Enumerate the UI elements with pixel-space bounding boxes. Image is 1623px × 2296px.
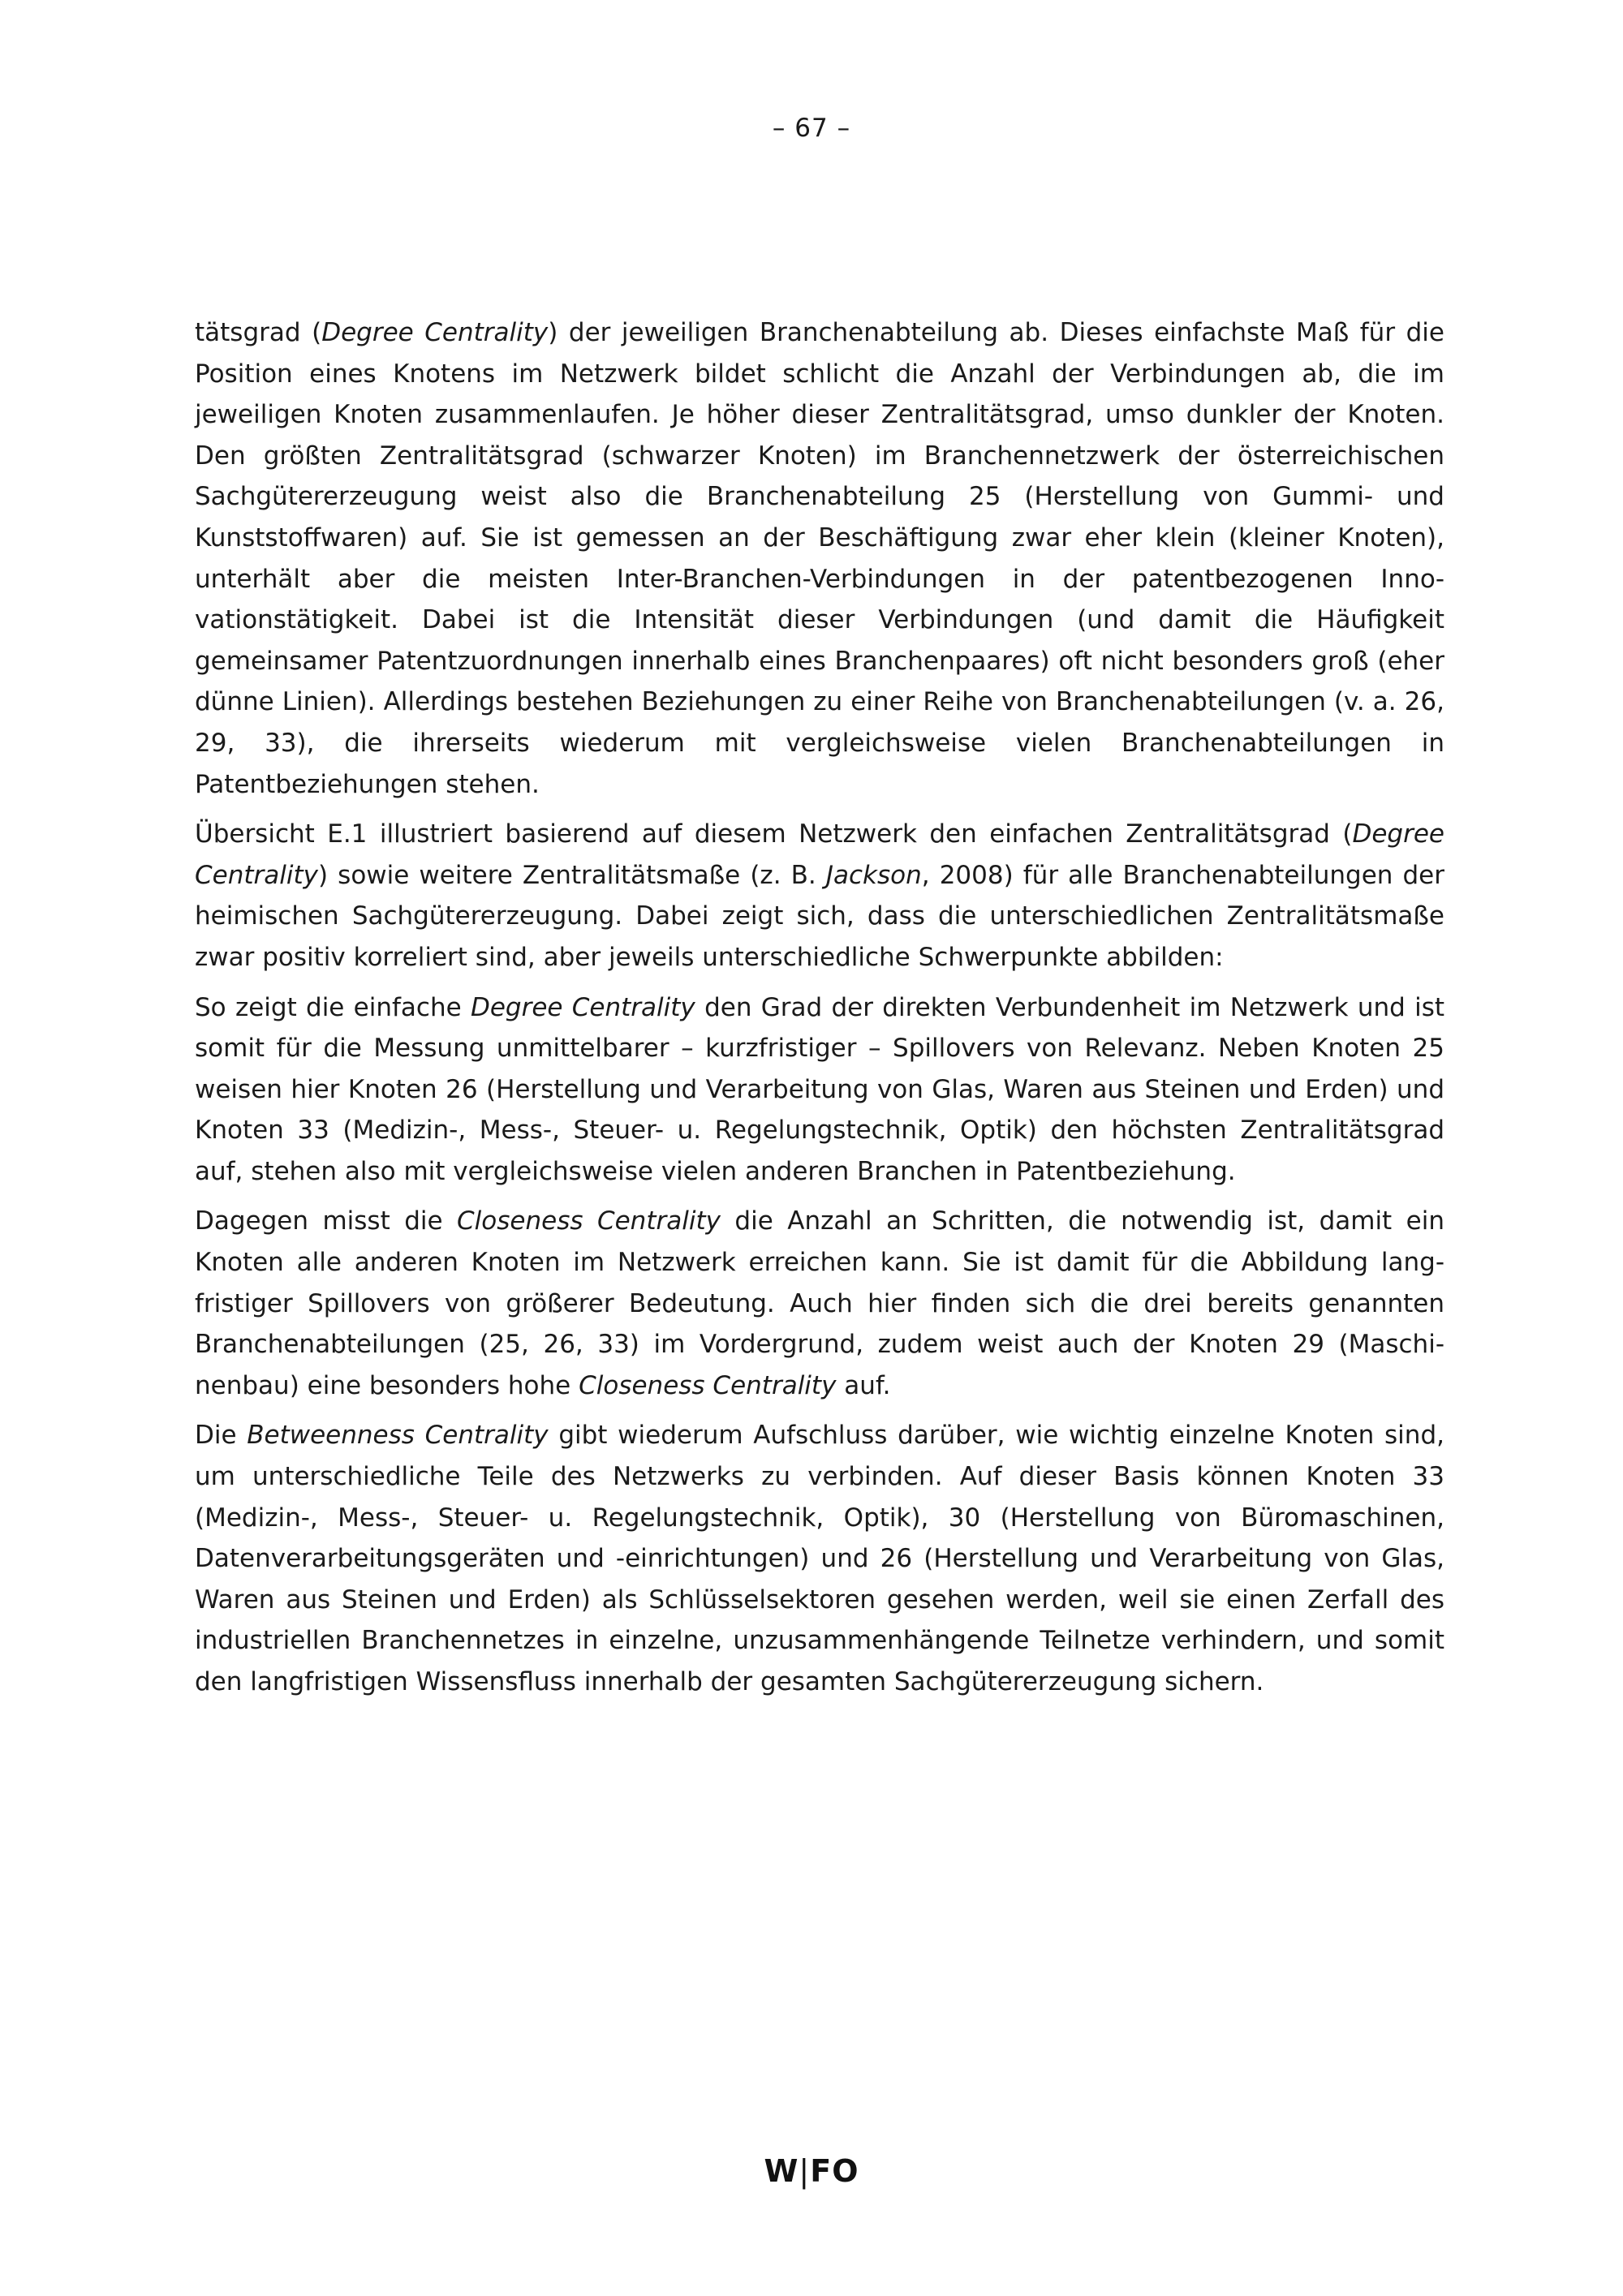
text-run: auf. [836,1370,891,1400]
italic-term: Jackson [825,860,922,890]
logo-letter-f: F [810,2153,833,2189]
logo-letter-w: W [764,2153,799,2189]
paragraph [195,1415,1444,1702]
italic-term: Degree Centrality [321,318,549,347]
text-run: tätsgrad ( [195,318,322,347]
text-run: , 2008) für alle Branchenabteilungen der heimischen Sachgütererzeugung. Dabei zeigt sich, dass die unterschiedlichen Zentralitätsmaße zwar positiv korreliert sind, aber jeweils unterschiedliche Schwerpunkte abbilden: [195,860,1445,972]
italic-term: Degree Centrality [195,819,1444,890]
page-number: – 67 – [772,114,851,143]
text-run: Die [195,1421,248,1451]
text-run: gibt wiederum Aufschluss darüber, wie wichtig einzelne Knoten sind, um unterschiedliche Teile des Netzwerks zu verbinden. Auf dieser Basis können Knoten 33 (Medizin-, Mess-, Steuer- u. Regelungstechnik, Optik), 30 (Herstellung von Büromaschinen, Datenverarbeitungsgeräten und -einrichtungen) und 26 (Herstellung und Verarbeitung von Glas, Waren aus Steinen und Erden) als Schlüsselsektoren gesehen werden, weil sie einen Zerfall des industriellen Branchennetzes in einzelne, unzusammenhängende Teilnetze verhindern, und somit den langfristigen Wissensfluss innerhalb der gesamten Sachgütererzeugung sichern. [195,1421,1444,1696]
text-run: Dagegen misst die [195,1206,458,1236]
logo-separator: | [799,2153,811,2189]
paragraph [195,987,1444,1193]
paragraph [195,1201,1444,1406]
italic-term: Degree Centrality [470,992,695,1022]
paragraph [195,814,1444,978]
text-run: ) der jeweiligen Branchenabteilung ab. Dieses einfachste Maß für die Position eines Knotens im Netzwerk bildet schlicht die Anzahl der Verbindungen ab, die im jeweiligen Knoten zusammenlaufen. Je höher dieser Zentralitätsgrad, umso dunkler der Knoten. Den größten Zentralitätsgrad (schwarzer Knoten) im Branchennetzwerk der österreichischen Sachgütererzeugung weist also die Branchenabteilung 25 (Herstellung von Gummi- und Kunststoffwaren) auf. Sie ist gemessen an der Beschäftigung zwar eher klein (kleiner Knoten), unterhält aber die meisten Inter-Branchen-Verbindungen in der patentbezogenen Innovationstätigkeit. Dabei ist die Intensität dieser Verbindungen (und damit die Häufigkeit gemeinsamer Patentzuordnungen innerhalb eines Branchenpaares) oft nicht besonders groß (eher dünne Linien). Allerdings bestehen Beziehungen zu einer Reihe von Branchenabteilungen (v. a. 26, 29, 33), die ihrerseits wiederum mit vergleichsweise vielen Branchenabteilungen in Patentbeziehungen stehen. [195,318,1444,799]
body-text [195,312,1444,1712]
wifo-logo [0,2153,1623,2189]
text-run: ) sowie weitere Zentralitätsmaße (z. B. [318,860,826,890]
text-run: den Grad der direkten Verbundenheit im Netzwerk und ist somit für die Messung unmittelbarer – kurzfristiger – Spillovers von Relevanz. Neben Knoten 25 weisen hier Knoten 26 (Herstellung und Verarbeitung von Glas, Waren aus Steinen und Erden) und Knoten 33 (Medizin-, Mess-, Steuer- u. Regelungstechnik, Optik) den höchsten Zentralitätsgrad auf, stehen also mit vergleichsweise vielen anderen Branchen in Patentbeziehung. [195,992,1445,1186]
italic-term: Closeness Centrality [457,1206,721,1236]
logo-letter-o: O [832,2153,859,2189]
italic-term: Betweenness Centrality [247,1421,549,1451]
paragraph [195,312,1444,805]
text-run: So zeigt die einfache [195,992,471,1022]
italic-term: Closeness Centrality [579,1370,837,1400]
text-run: die Anzahl an Schritten, die notwendig ist, damit ein Knoten alle anderen Knoten im Netzwerk erreichen kann. Sie ist damit für die Abbildung langfristiger Spillovers von größerer Bedeutung. Auch hier finden sich die drei bereits genannten Branchenabteilungen (25, 26, 33) im Vordergrund, zudem weist auch der Knoten 29 (Maschinenbau) eine besonders hohe [195,1206,1444,1400]
text-run: Übersicht E.1 illustriert basierend auf diesem Netzwerk den einfachen Zentralitätsgrad ( [195,819,1353,849]
